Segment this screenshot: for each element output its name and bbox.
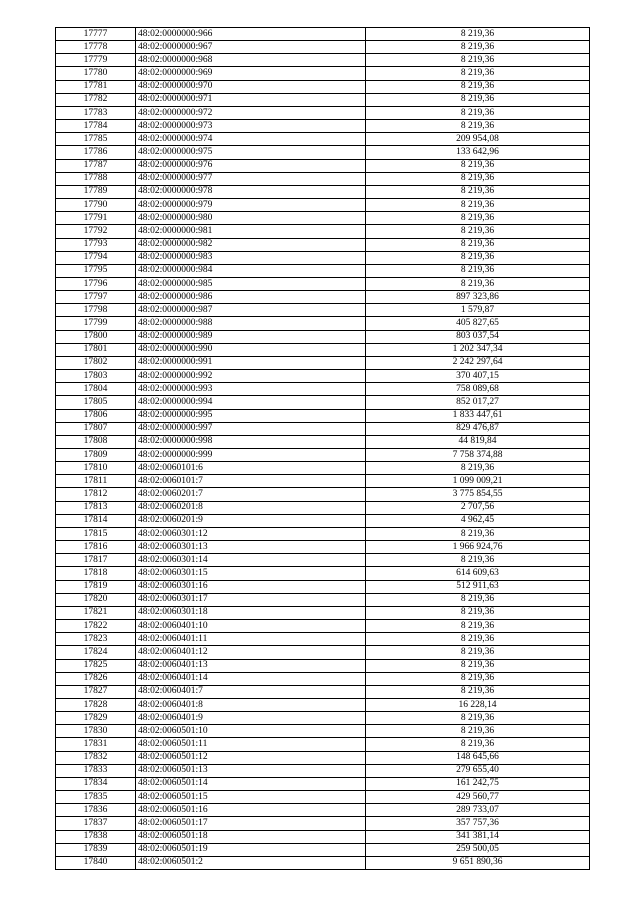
cadastral-number-cell: 48:02:0060401:12 xyxy=(136,646,366,659)
value-cell: 8 219,36 xyxy=(366,80,590,93)
row-number-cell: 17840 xyxy=(56,856,136,869)
table-row xyxy=(56,791,590,804)
row-number-cell: 17821 xyxy=(56,606,136,619)
value-cell: 8 219,36 xyxy=(366,28,590,41)
row-number-cell: 17787 xyxy=(56,159,136,172)
value-cell: 8 219,36 xyxy=(366,554,590,567)
value-cell: 8 219,36 xyxy=(366,277,590,290)
row-number-cell: 17790 xyxy=(56,199,136,212)
value-cell: 8 219,36 xyxy=(366,264,590,277)
table-row xyxy=(56,672,590,685)
value-cell: 8 219,36 xyxy=(366,725,590,738)
value-cell: 8 219,36 xyxy=(366,646,590,659)
row-number-cell: 17786 xyxy=(56,146,136,159)
cadastral-number-cell: 48:02:0000000:995 xyxy=(136,409,366,422)
cadastral-number-cell: 48:02:0060301:14 xyxy=(136,554,366,567)
row-number-cell: 17816 xyxy=(56,541,136,554)
value-cell: 829 476,87 xyxy=(366,422,590,435)
cadastral-number-cell: 48:02:0000000:975 xyxy=(136,146,366,159)
table-row xyxy=(56,120,590,133)
row-number-cell: 17822 xyxy=(56,620,136,633)
table-row xyxy=(56,475,590,488)
table-row xyxy=(56,435,590,448)
value-cell: 8 219,36 xyxy=(366,633,590,646)
cadastral-number-cell: 48:02:0060401:8 xyxy=(136,698,366,711)
cadastral-number-cell: 48:02:0060501:18 xyxy=(136,830,366,843)
row-number-cell: 17810 xyxy=(56,462,136,475)
value-cell: 148 645,66 xyxy=(366,751,590,764)
row-number-cell: 17832 xyxy=(56,751,136,764)
value-cell: 8 219,36 xyxy=(366,593,590,606)
table-row xyxy=(56,620,590,633)
table-row xyxy=(56,462,590,475)
cadastral-number-cell: 48:02:0000000:970 xyxy=(136,80,366,93)
table-row xyxy=(56,633,590,646)
cadastral-number-cell: 48:02:0000000:982 xyxy=(136,238,366,251)
value-cell: 852 017,27 xyxy=(366,396,590,409)
value-cell: 357 757,36 xyxy=(366,817,590,830)
row-number-cell: 17782 xyxy=(56,93,136,106)
value-cell: 1 833 447,61 xyxy=(366,409,590,422)
value-cell: 8 219,36 xyxy=(366,185,590,198)
row-number-cell: 17805 xyxy=(56,396,136,409)
value-cell: 8 219,36 xyxy=(366,527,590,540)
cadastral-number-cell: 48:02:0000000:966 xyxy=(136,28,366,41)
cadastral-number-cell: 48:02:0000000:980 xyxy=(136,212,366,225)
value-cell: 259 500,05 xyxy=(366,843,590,856)
row-number-cell: 17781 xyxy=(56,80,136,93)
table-row xyxy=(56,343,590,356)
cadastral-number-cell: 48:02:0060401:9 xyxy=(136,712,366,725)
cadastral-number-cell: 48:02:0000000:976 xyxy=(136,159,366,172)
cadastral-number-cell: 48:02:0060301:18 xyxy=(136,606,366,619)
table-row xyxy=(56,277,590,290)
table-row xyxy=(56,856,590,869)
table-row xyxy=(56,698,590,711)
table-row xyxy=(56,725,590,738)
row-number-cell: 17797 xyxy=(56,291,136,304)
table-row xyxy=(56,804,590,817)
value-cell: 8 219,36 xyxy=(366,738,590,751)
row-number-cell: 17795 xyxy=(56,264,136,277)
table-row xyxy=(56,304,590,317)
cadastral-number-cell: 48:02:0060501:2 xyxy=(136,856,366,869)
value-cell: 2 707,56 xyxy=(366,501,590,514)
value-cell: 8 219,36 xyxy=(366,712,590,725)
table-row xyxy=(56,28,590,41)
cadastral-number-cell: 48:02:0000000:999 xyxy=(136,449,366,462)
row-number-cell: 17819 xyxy=(56,580,136,593)
value-cell: 429 560,77 xyxy=(366,791,590,804)
table-row xyxy=(56,238,590,251)
value-cell: 1 099 009,21 xyxy=(366,475,590,488)
row-number-cell: 17791 xyxy=(56,212,136,225)
row-number-cell: 17804 xyxy=(56,383,136,396)
table-row xyxy=(56,514,590,527)
value-cell: 4 962,45 xyxy=(366,514,590,527)
row-number-cell: 17820 xyxy=(56,593,136,606)
row-number-cell: 17788 xyxy=(56,172,136,185)
table-row xyxy=(56,501,590,514)
value-cell: 614 609,63 xyxy=(366,567,590,580)
cadastral-number-cell: 48:02:0000000:968 xyxy=(136,54,366,67)
value-cell: 8 219,36 xyxy=(366,462,590,475)
table-row xyxy=(56,225,590,238)
value-cell: 8 219,36 xyxy=(366,159,590,172)
cadastral-number-cell: 48:02:0000000:981 xyxy=(136,225,366,238)
row-number-cell: 17778 xyxy=(56,41,136,54)
data-table xyxy=(55,27,590,870)
cadastral-number-cell: 48:02:0000000:969 xyxy=(136,67,366,80)
value-cell: 16 228,14 xyxy=(366,698,590,711)
cadastral-number-cell: 48:02:0060501:12 xyxy=(136,751,366,764)
cadastral-number-cell: 48:02:0060501:19 xyxy=(136,843,366,856)
table-row xyxy=(56,685,590,698)
table-row xyxy=(56,422,590,435)
value-cell: 8 219,36 xyxy=(366,606,590,619)
value-cell: 8 219,36 xyxy=(366,620,590,633)
row-number-cell: 17827 xyxy=(56,685,136,698)
value-cell: 8 219,36 xyxy=(366,225,590,238)
value-cell: 3 775 854,55 xyxy=(366,488,590,501)
cadastral-number-cell: 48:02:0000000:990 xyxy=(136,343,366,356)
value-cell: 1 579,87 xyxy=(366,304,590,317)
value-cell: 8 219,36 xyxy=(366,251,590,264)
row-number-cell: 17807 xyxy=(56,422,136,435)
cadastral-number-cell: 48:02:0060501:11 xyxy=(136,738,366,751)
table-row xyxy=(56,41,590,54)
value-cell: 133 642,96 xyxy=(366,146,590,159)
row-number-cell: 17806 xyxy=(56,409,136,422)
cadastral-number-cell: 48:02:0060301:13 xyxy=(136,541,366,554)
row-number-cell: 17833 xyxy=(56,764,136,777)
row-number-cell: 17780 xyxy=(56,67,136,80)
cadastral-number-cell: 48:02:0060101:7 xyxy=(136,475,366,488)
row-number-cell: 17801 xyxy=(56,343,136,356)
row-number-cell: 17831 xyxy=(56,738,136,751)
table-row xyxy=(56,54,590,67)
cadastral-number-cell: 48:02:0060501:13 xyxy=(136,764,366,777)
row-number-cell: 17836 xyxy=(56,804,136,817)
table-row xyxy=(56,567,590,580)
row-number-cell: 17796 xyxy=(56,277,136,290)
table-row xyxy=(56,606,590,619)
row-number-cell: 17838 xyxy=(56,830,136,843)
cadastral-number-cell: 48:02:0060201:7 xyxy=(136,488,366,501)
table-row xyxy=(56,356,590,369)
cadastral-number-cell: 48:02:0060501:16 xyxy=(136,804,366,817)
table-row xyxy=(56,488,590,501)
row-number-cell: 17824 xyxy=(56,646,136,659)
value-cell: 758 089,68 xyxy=(366,383,590,396)
row-number-cell: 17828 xyxy=(56,698,136,711)
value-cell: 8 219,36 xyxy=(366,212,590,225)
value-cell: 289 733,07 xyxy=(366,804,590,817)
value-cell: 2 242 297,64 xyxy=(366,356,590,369)
cadastral-number-cell: 48:02:0000000:992 xyxy=(136,370,366,383)
value-cell: 512 911,63 xyxy=(366,580,590,593)
table-row xyxy=(56,172,590,185)
value-cell: 8 219,36 xyxy=(366,41,590,54)
row-number-cell: 17803 xyxy=(56,370,136,383)
row-number-cell: 17798 xyxy=(56,304,136,317)
cadastral-number-cell: 48:02:0000000:983 xyxy=(136,251,366,264)
cadastral-number-cell: 48:02:0000000:972 xyxy=(136,106,366,119)
value-cell: 341 381,14 xyxy=(366,830,590,843)
value-cell: 8 219,36 xyxy=(366,672,590,685)
row-number-cell: 17814 xyxy=(56,514,136,527)
row-number-cell: 17818 xyxy=(56,567,136,580)
row-number-cell: 17829 xyxy=(56,712,136,725)
table-row xyxy=(56,527,590,540)
table-row xyxy=(56,93,590,106)
value-cell: 279 655,40 xyxy=(366,764,590,777)
value-cell: 1 966 924,76 xyxy=(366,541,590,554)
value-cell: 8 219,36 xyxy=(366,67,590,80)
value-cell: 209 954,08 xyxy=(366,133,590,146)
cadastral-number-cell: 48:02:0060501:15 xyxy=(136,791,366,804)
row-number-cell: 17834 xyxy=(56,777,136,790)
value-cell: 8 219,36 xyxy=(366,93,590,106)
table-row xyxy=(56,751,590,764)
row-number-cell: 17792 xyxy=(56,225,136,238)
table-row xyxy=(56,593,590,606)
table-row xyxy=(56,817,590,830)
cadastral-number-cell: 48:02:0060301:16 xyxy=(136,580,366,593)
value-cell: 8 219,36 xyxy=(366,659,590,672)
cadastral-number-cell: 48:02:0060301:12 xyxy=(136,527,366,540)
cadastral-number-cell: 48:02:0000000:984 xyxy=(136,264,366,277)
cadastral-number-cell: 48:02:0000000:986 xyxy=(136,291,366,304)
cadastral-number-cell: 48:02:0000000:993 xyxy=(136,383,366,396)
table-row xyxy=(56,712,590,725)
row-number-cell: 17783 xyxy=(56,106,136,119)
value-cell: 8 219,36 xyxy=(366,238,590,251)
table-row xyxy=(56,159,590,172)
cadastral-number-cell: 48:02:0000000:971 xyxy=(136,93,366,106)
row-number-cell: 17825 xyxy=(56,659,136,672)
value-cell: 1 202 347,34 xyxy=(366,343,590,356)
row-number-cell: 17830 xyxy=(56,725,136,738)
row-number-cell: 17815 xyxy=(56,527,136,540)
table-row xyxy=(56,409,590,422)
value-cell: 8 219,36 xyxy=(366,120,590,133)
value-cell: 8 219,36 xyxy=(366,172,590,185)
row-number-cell: 17779 xyxy=(56,54,136,67)
cadastral-number-cell: 48:02:0060501:17 xyxy=(136,817,366,830)
value-cell: 44 819,84 xyxy=(366,435,590,448)
cadastral-number-cell: 48:02:0000000:998 xyxy=(136,435,366,448)
table-row xyxy=(56,199,590,212)
cadastral-number-cell: 48:02:0000000:997 xyxy=(136,422,366,435)
value-cell: 8 219,36 xyxy=(366,54,590,67)
row-number-cell: 17837 xyxy=(56,817,136,830)
table-row xyxy=(56,67,590,80)
table-row xyxy=(56,185,590,198)
row-number-cell: 17809 xyxy=(56,449,136,462)
row-number-cell: 17785 xyxy=(56,133,136,146)
table-row xyxy=(56,146,590,159)
table-row xyxy=(56,554,590,567)
table-row xyxy=(56,738,590,751)
cadastral-number-cell: 48:02:0000000:973 xyxy=(136,120,366,133)
cadastral-number-cell: 48:02:0060401:7 xyxy=(136,685,366,698)
table-row xyxy=(56,133,590,146)
table-row xyxy=(56,396,590,409)
cadastral-number-cell: 48:02:0000000:977 xyxy=(136,172,366,185)
table-body xyxy=(56,28,590,870)
cadastral-number-cell: 48:02:0060401:11 xyxy=(136,633,366,646)
row-number-cell: 17794 xyxy=(56,251,136,264)
row-number-cell: 17777 xyxy=(56,28,136,41)
row-number-cell: 17811 xyxy=(56,475,136,488)
cadastral-number-cell: 48:02:0000000:967 xyxy=(136,41,366,54)
table-row xyxy=(56,830,590,843)
cadastral-number-cell: 48:02:0060301:17 xyxy=(136,593,366,606)
cadastral-number-cell: 48:02:0060301:15 xyxy=(136,567,366,580)
value-cell: 405 827,65 xyxy=(366,317,590,330)
table-row xyxy=(56,291,590,304)
cadastral-number-cell: 48:02:0060501:10 xyxy=(136,725,366,738)
cadastral-number-cell: 48:02:0060201:9 xyxy=(136,514,366,527)
table-row xyxy=(56,80,590,93)
cadastral-number-cell: 48:02:0060401:10 xyxy=(136,620,366,633)
table-row xyxy=(56,659,590,672)
row-number-cell: 17812 xyxy=(56,488,136,501)
cadastral-number-cell: 48:02:0000000:994 xyxy=(136,396,366,409)
row-number-cell: 17784 xyxy=(56,120,136,133)
row-number-cell: 17808 xyxy=(56,435,136,448)
value-cell: 9 651 890,36 xyxy=(366,856,590,869)
table-row xyxy=(56,646,590,659)
table-row xyxy=(56,370,590,383)
value-cell: 161 242,75 xyxy=(366,777,590,790)
table-row xyxy=(56,212,590,225)
table-row xyxy=(56,777,590,790)
row-number-cell: 17826 xyxy=(56,672,136,685)
value-cell: 7 758 374,88 xyxy=(366,449,590,462)
cadastral-number-cell: 48:02:0000000:987 xyxy=(136,304,366,317)
table-row xyxy=(56,251,590,264)
cadastral-number-cell: 48:02:0000000:985 xyxy=(136,277,366,290)
row-number-cell: 17789 xyxy=(56,185,136,198)
row-number-cell: 17813 xyxy=(56,501,136,514)
value-cell: 897 323,86 xyxy=(366,291,590,304)
row-number-cell: 17800 xyxy=(56,330,136,343)
table-row xyxy=(56,843,590,856)
row-number-cell: 17799 xyxy=(56,317,136,330)
row-number-cell: 17835 xyxy=(56,791,136,804)
cadastral-number-cell: 48:02:0000000:978 xyxy=(136,185,366,198)
table-row xyxy=(56,317,590,330)
row-number-cell: 17793 xyxy=(56,238,136,251)
table-row xyxy=(56,580,590,593)
cadastral-number-cell: 48:02:0000000:974 xyxy=(136,133,366,146)
cadastral-number-cell: 48:02:0060401:13 xyxy=(136,659,366,672)
cadastral-number-cell: 48:02:0060201:8 xyxy=(136,501,366,514)
value-cell: 8 219,36 xyxy=(366,685,590,698)
cadastral-number-cell: 48:02:0000000:988 xyxy=(136,317,366,330)
table-row xyxy=(56,330,590,343)
row-number-cell: 17802 xyxy=(56,356,136,369)
table-row xyxy=(56,541,590,554)
cadastral-number-cell: 48:02:0060401:14 xyxy=(136,672,366,685)
table-row xyxy=(56,449,590,462)
row-number-cell: 17817 xyxy=(56,554,136,567)
cadastral-number-cell: 48:02:0000000:989 xyxy=(136,330,366,343)
table-row xyxy=(56,383,590,396)
value-cell: 8 219,36 xyxy=(366,199,590,212)
table-row xyxy=(56,764,590,777)
cadastral-number-cell: 48:02:0000000:979 xyxy=(136,199,366,212)
row-number-cell: 17839 xyxy=(56,843,136,856)
value-cell: 370 407,15 xyxy=(366,370,590,383)
value-cell: 803 037,54 xyxy=(366,330,590,343)
table-row xyxy=(56,106,590,119)
cadastral-number-cell: 48:02:0060101:6 xyxy=(136,462,366,475)
cadastral-number-cell: 48:02:0000000:991 xyxy=(136,356,366,369)
value-cell: 8 219,36 xyxy=(366,106,590,119)
table-row xyxy=(56,264,590,277)
cadastral-number-cell: 48:02:0060501:14 xyxy=(136,777,366,790)
row-number-cell: 17823 xyxy=(56,633,136,646)
